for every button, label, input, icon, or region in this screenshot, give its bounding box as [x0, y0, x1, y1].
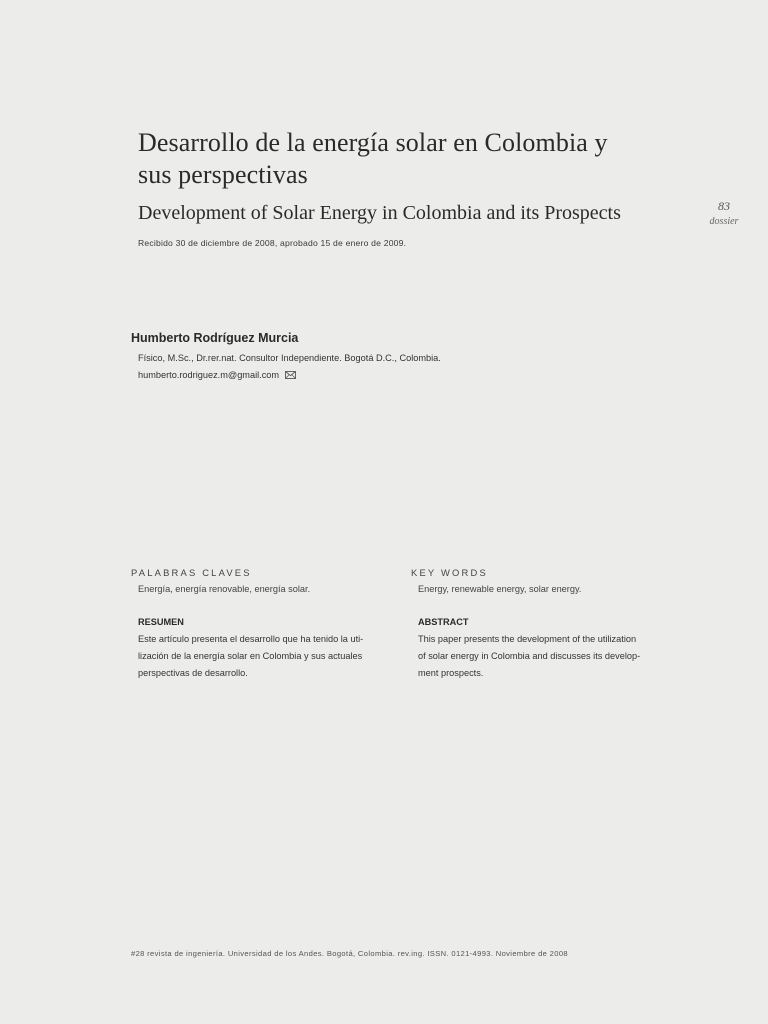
section-label: dossier	[709, 216, 739, 227]
author-affiliation: Físico, M.Sc., Dr.rer.nat. Consultor Independiente. Bogotá D.C., Colombia.	[138, 353, 441, 363]
author-email-row	[138, 370, 296, 381]
page-number: 83	[718, 199, 730, 213]
title-spanish	[138, 127, 698, 191]
abstract-es-line: perspectivas de desarrollo.	[138, 668, 248, 679]
author-name: Humberto Rodríguez Murcia	[131, 331, 299, 345]
title-english: Development of Solar Energy in Colombia and its Prospects	[138, 202, 621, 224]
abstract-es-line: lización de la energía solar en Colombia y sus actuales	[138, 651, 363, 662]
journal-footer: #28 revista de ingeniería. Universidad de los Andes. Bogotá, Colombia. rev.ing. ISSN. 0121-4993. Noviembre de 2008	[131, 949, 568, 958]
title-spanish-line-1: Desarrollo de la energía solar en Colombia y	[138, 128, 608, 157]
keywords-en: Energy, renewable energy, solar energy.	[418, 584, 582, 594]
keywords-heading-es: PALABRAS CLAVES	[131, 567, 252, 578]
abstract-en	[418, 631, 673, 683]
keywords-heading-en: KEY WORDS	[411, 567, 488, 578]
keywords-es: Energía, energía renovable, energía solar.	[138, 584, 311, 594]
abstract-es	[138, 631, 393, 683]
abstract-en-line: ment prospects.	[418, 668, 484, 679]
abstract-en-line: This paper presents the development of the utilization	[418, 634, 637, 644]
envelope-icon[interactable]	[285, 371, 296, 381]
abstract-en-line: of solar energy in Colombia and discusses its develop-	[418, 651, 641, 662]
author-email[interactable]: humberto.rodriguez.m@gmail.com	[138, 370, 280, 380]
abstract-es-line: Este artículo presenta el desarrollo que ha tenido la uti-	[138, 634, 364, 644]
title-spanish-line-2: sus perspectivas	[138, 160, 308, 189]
abstract-heading-en: ABSTRACT	[418, 617, 469, 627]
received-dates: Recibido 30 de diciembre de 2008, aprobado 15 de enero de 2009.	[138, 238, 407, 248]
abstract-heading-es: RESUMEN	[138, 617, 184, 627]
